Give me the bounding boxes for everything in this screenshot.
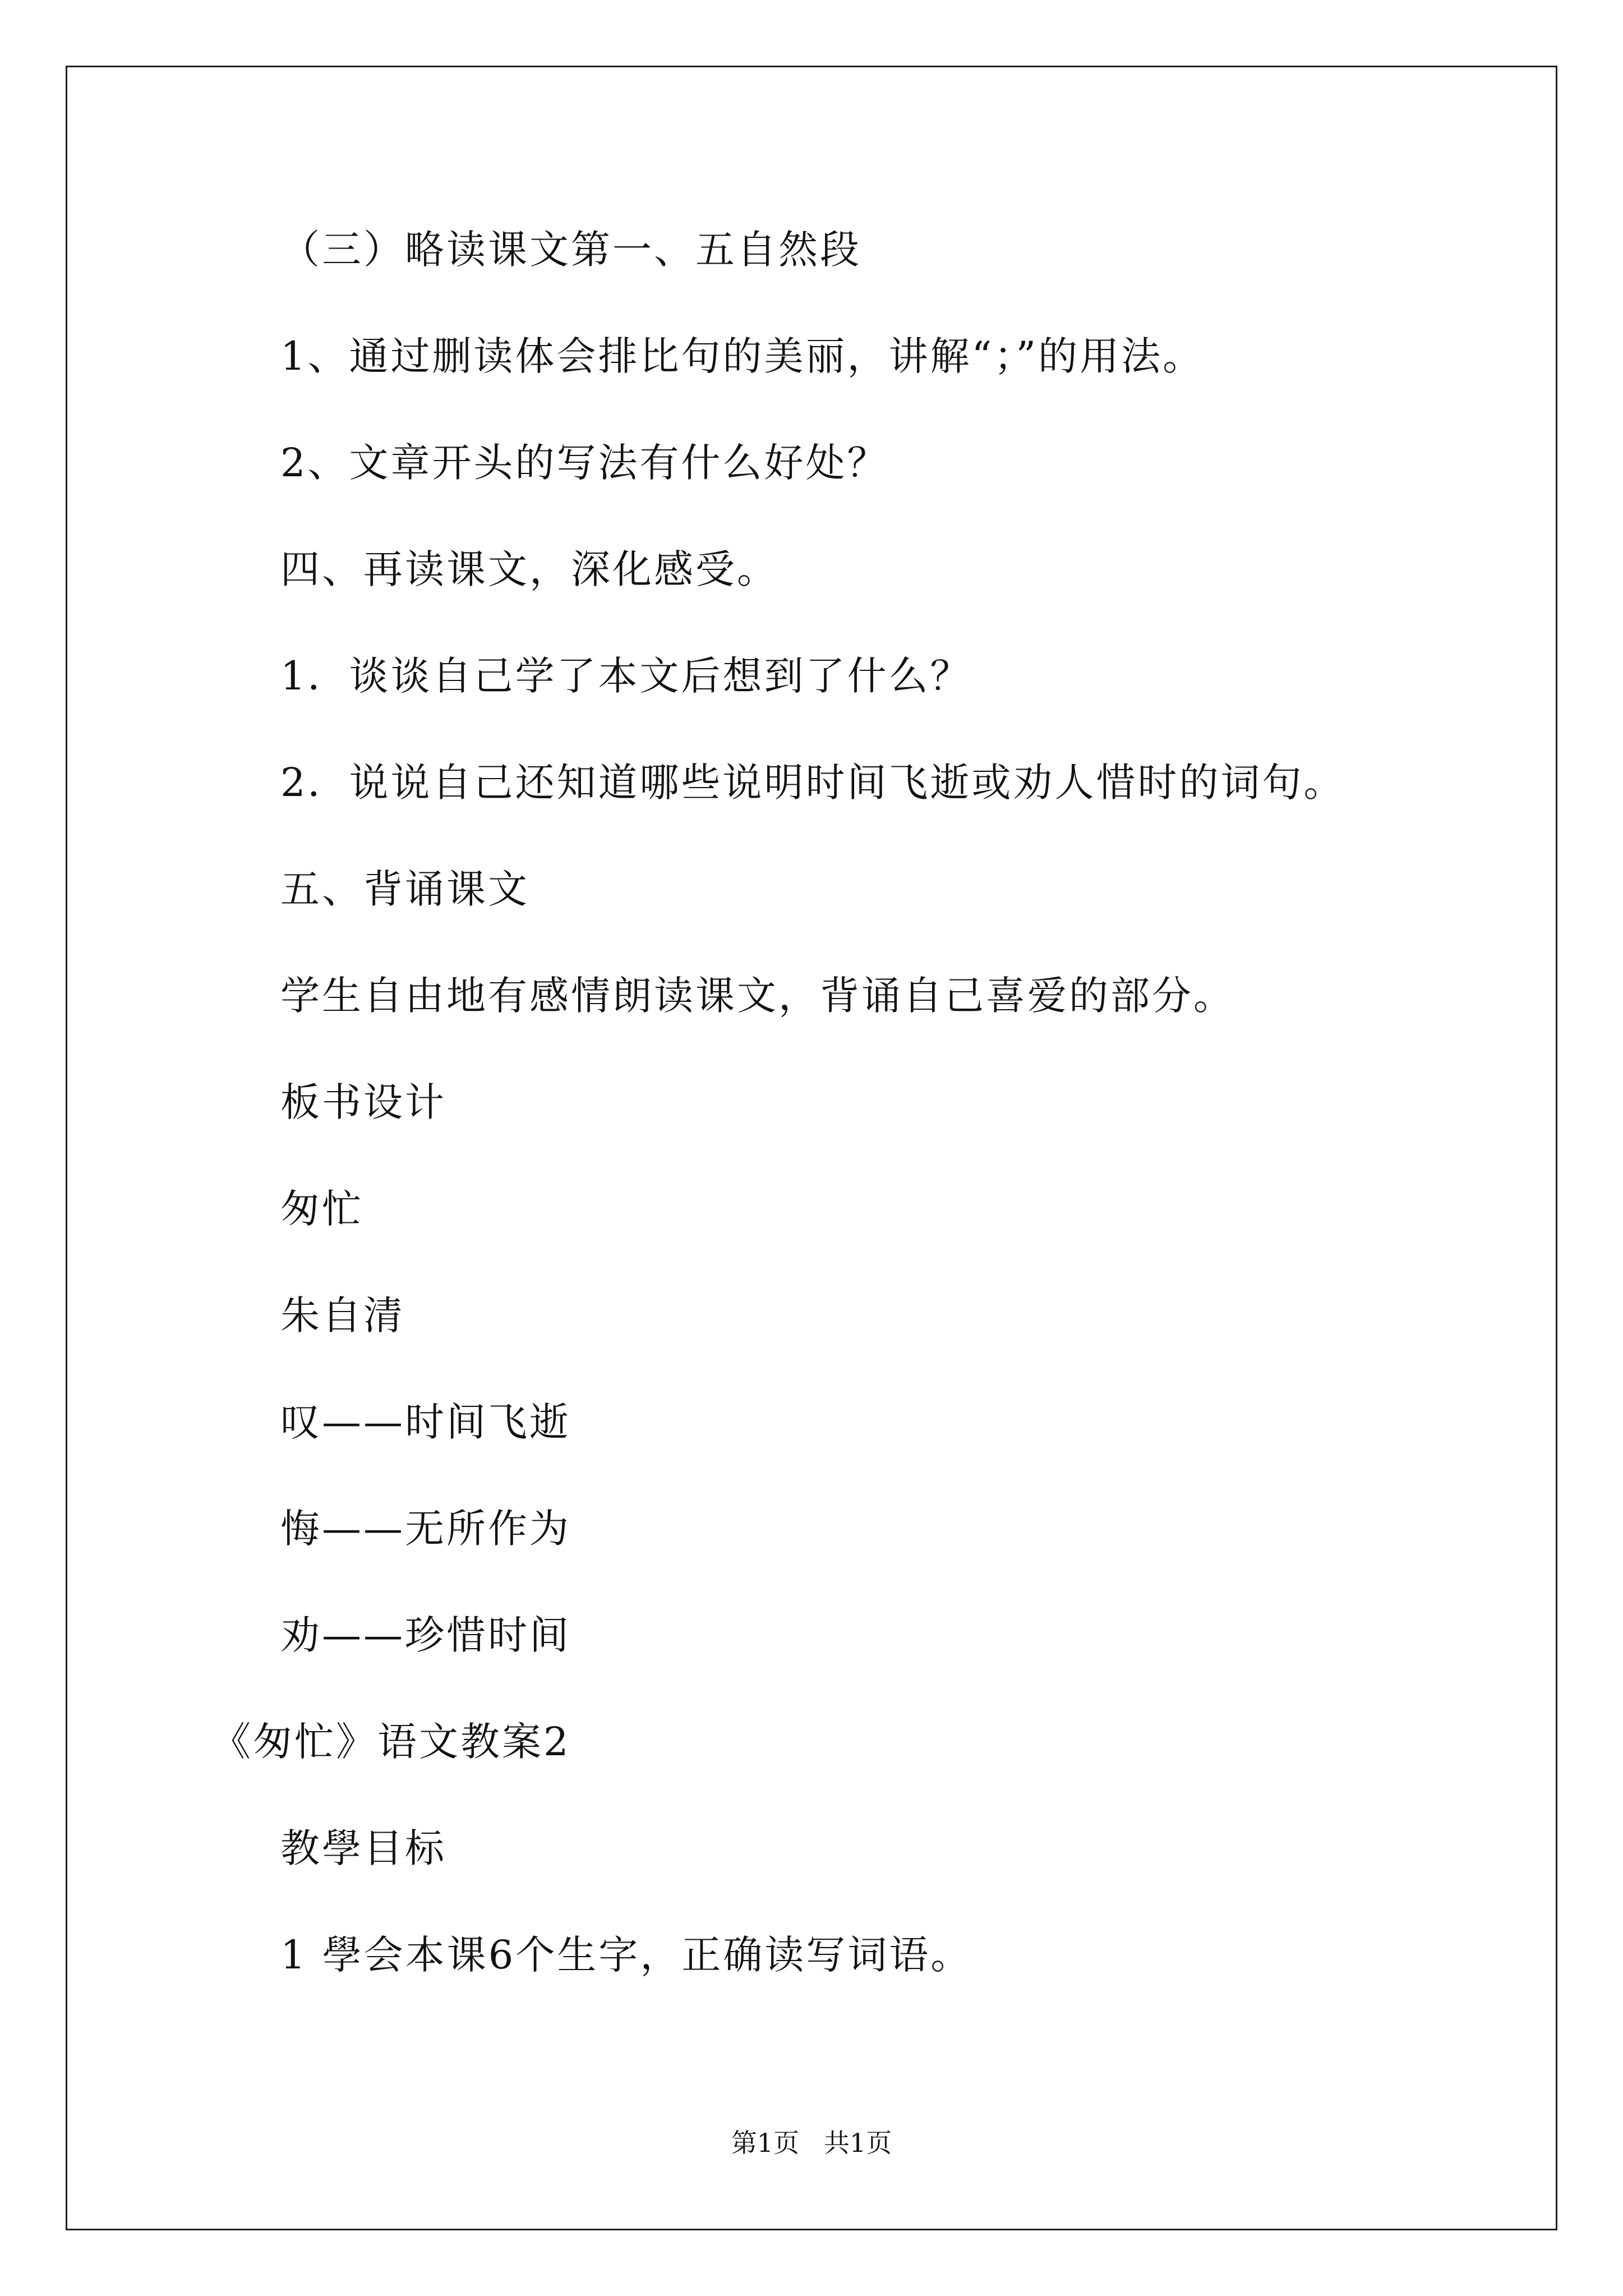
board-item: 劝——珍惜时间 [280, 1612, 571, 1658]
board-author: 朱自清 [280, 1292, 405, 1338]
page-footer: 第1页 共1页 [731, 2128, 892, 2158]
teaching-goals-heading: 教學目标 [280, 1825, 446, 1871]
section-heading-recite: 五、背诵课文 [280, 866, 529, 912]
board-design-heading: 板书设计 [280, 1079, 446, 1125]
list-item: 2．说说自己还知道哪些说明时间飞逝或劝人惜时的词句。 [280, 760, 1345, 806]
page-border [66, 66, 1557, 2230]
section-heading-skim-reading: （三）略读课文第一、五自然段 [280, 227, 861, 273]
list-item: 1．谈谈自己学了本文后想到了什么？ [280, 653, 972, 699]
lesson-plan-title: 《匆忙》语文教案2 [211, 1719, 571, 1765]
board-title: 匆忙 [280, 1186, 363, 1232]
board-item: 悔——无所作为 [280, 1506, 571, 1552]
paragraph: 学生自由地有感情朗读课文，背诵自己喜爱的部分。 [280, 973, 1235, 1019]
list-item: 1 學会本课6个生字，正确读写词语。 [280, 1932, 972, 1978]
section-heading-reread: 四、再读课文，深化感受。 [280, 546, 778, 592]
list-item: 1、通过删读体会排比句的美丽，讲解“；”的用法。 [280, 333, 1205, 379]
list-item: 2、文章开头的写法有什么好处？ [280, 440, 889, 486]
board-item: 叹——时间飞逝 [280, 1399, 571, 1445]
